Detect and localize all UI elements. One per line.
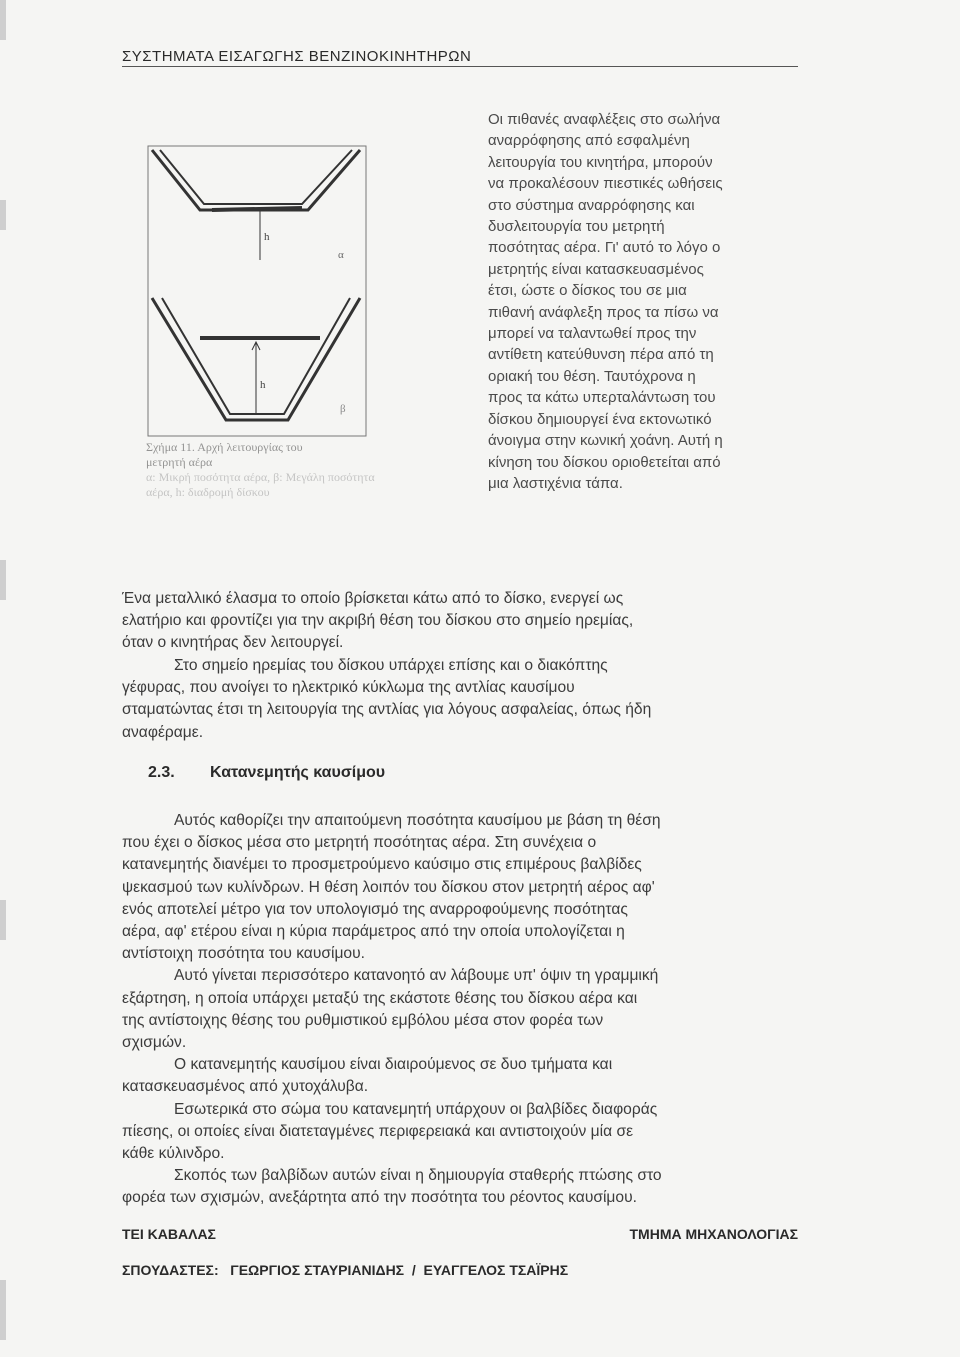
body-line: πίεσης, οι οποίες είναι διατεταγμένες περιφερειακά και αντιστοιχούν μία σε <box>122 1122 634 1140</box>
body-line: κατασκευασμένος από χυτοχάλυβα. <box>122 1078 369 1096</box>
scan-edge-mark <box>0 200 6 230</box>
side-text-line: πιθανή ανάφλεξη προς τα πίσω να <box>488 303 719 321</box>
caption-blurred-text: α: Μικρή ποσότητα αέρα, β: Μεγάλη ποσότητα αέρα, h: διαδρομή δίσκου <box>146 470 375 499</box>
side-text-line: αναρρόφησης από εσφαλμένη <box>488 132 690 150</box>
scan-edge-mark <box>0 0 6 40</box>
disc-top <box>212 208 302 210</box>
body-line: Αυτό γίνεται περισσότερο κατανοητό αν λάβουμε υπ' όψιν τη γραμμική <box>174 967 659 985</box>
body-line: ελατήριο και φροντίζει για την ακριβή θέση του δίσκου στο σημείο ηρεμίας, <box>122 612 634 630</box>
footer-department: ΤΜΗΜΑ ΜΗΧΑΝΟΛΟΓΙΑΣ <box>629 1226 798 1242</box>
side-text-line: να προκαλέσουν πιεστικές ωθήσεις <box>488 175 723 193</box>
body-line: αέρα, αφ' ετέρου είναι η κύρια παράμετρος από την οποία υπολογίζεται η <box>122 923 625 941</box>
scan-edge-mark <box>0 1280 6 1340</box>
section-heading <box>148 764 385 782</box>
body-line: κατανεμητής διανέμει το προσμετρούμενο καύσιμο στις επιμέρους βαλβίδες <box>122 856 642 874</box>
side-paragraph <box>488 109 808 494</box>
body-line: Αυτός καθορίζει την απαιτούμενη ποσότητα καυσίμου με βάση τη θέση <box>174 812 661 829</box>
side-text-line: δυσλειτουργία του μετρητή <box>488 218 665 236</box>
side-text-line: προς τα κάτω υπερταλάντωση του <box>488 389 716 407</box>
body-line: σχισμών. <box>122 1034 187 1052</box>
header-rule <box>122 66 798 67</box>
body-line: Ένα μεταλλικό έλασμα το οποίο βρίσκεται κάτω από το δίσκο, ενεργεί ως <box>122 590 624 607</box>
side-text-line: οριακή του θέση. Ταυτόχρονα η <box>488 367 696 385</box>
section-number: 2.3. <box>148 764 175 781</box>
label-beta: β <box>340 403 346 415</box>
page-header-title: ΣΥΣΤΗΜΑΤΑ ΕΙΣΑΓΩΓΗΣ ΒΕΝΖΙΝΟΚΙΝΗΤΗΡΩΝ <box>122 48 472 65</box>
side-text-line: έτσι, ώστε ο δίσκος του σε μια <box>488 282 687 300</box>
body-line: σταματώντας έτσι τη λειτουργία της αντλίας για λόγους ασφαλείας, όπως ήδη <box>122 701 652 719</box>
side-text-line: μετρητής είναι κατασκευασμένος <box>488 260 704 278</box>
body-line: της αντίστοιχης θέσης του ρυθμιστικού εμβόλου μέσα στον φορέα των <box>122 1011 604 1029</box>
body-line: γέφυρας, που ανοίγει το ηλεκτρικό κύκλωμα της αντλίας καυσίμου <box>122 679 575 697</box>
side-text-line: άνοιγμα στην κωνική χοάνη. Αυτή η <box>488 432 723 450</box>
footer-students: ΣΠΟΥΔΑΣΤΕΣ: ΓΕΩΡΓΙΟΣ ΣΤΑΥΡΙΑΝΙΔΗΣ / ΕΥΑΓΓΕΛΟΣ ΤΣΑΪΡΗΣ <box>122 1262 569 1278</box>
label-alpha: α <box>338 249 344 261</box>
caption-line-1: Σχήμα 11. Αρχή λειτουργίας του <box>146 440 303 454</box>
scan-edge-mark <box>0 900 6 940</box>
side-text-line: ποσότητας αέρα. Γι' αυτό το λόγο ο <box>488 239 721 257</box>
side-text-line: λειτουργία του κινητήρα, μπορούν <box>488 153 713 171</box>
side-text-line: στο σύστημα αναρρόφησης και <box>488 196 695 214</box>
scan-edge-mark <box>0 560 6 600</box>
side-text-line: μπορεί να ταλαντωθεί προς την <box>488 325 697 343</box>
body-line: εξάρτηση, η οποία υπάρχει μεταξύ της εκάστοτε θέσης του δίσκου αέρα και <box>122 989 638 1007</box>
caption-line-2: μετρητή αέρα <box>146 455 213 469</box>
body-section-text <box>122 810 798 1210</box>
body-line: ψεκασμού των κυλίνδρων. Η θέση λοιπόν του δίσκου στον μετρητή αέρος αφ' <box>122 878 655 896</box>
body-line: Εσωτερικά στο σώμα του κατανεμητή υπάρχουν οι βαλβίδες διαφοράς <box>174 1100 658 1118</box>
body-paragraph-1 <box>122 588 798 655</box>
side-text-line: Οι πιθανές αναφλέξεις στο σωλήνα <box>488 111 721 128</box>
body-line: που έχει ο δίσκος μέσα στο μετρητή ποσότητας αέρα. Στη συνέχεια ο <box>122 834 597 852</box>
side-text-line: κίνηση του δίσκου οριοθετείται από <box>488 453 721 471</box>
side-text-line: αντίθετη κατεύθυνση πέρα από τη <box>488 346 714 364</box>
body-line: Στο σημείο ηρεμίας του δίσκου υπάρχει επίσης και ο διακόπτης <box>174 657 608 674</box>
figure-frame <box>148 146 366 436</box>
side-text-line: μια λαστιχένια τάπα. <box>488 474 623 492</box>
footer-institution: ΤΕΙ ΚΑΒΑΛΑΣ <box>122 1226 216 1242</box>
side-text-line: δίσκου δημιουργεί ένα εκτονωτικό <box>488 410 712 428</box>
body-line: φορέα των σχισμών, ανεξάρτητα από την ποσότητα του ρέοντος καυσίμου. <box>122 1189 637 1207</box>
label-h-top: h <box>264 231 270 243</box>
body-line: κάθε κύλινδρο. <box>122 1145 225 1163</box>
body-line: Σκοπός των βαλβίδων αυτών είναι η δημιουργία σταθερής πτώσης στο <box>174 1167 662 1185</box>
label-h-bottom: h <box>260 379 266 391</box>
body-line: ενός αποτελεί μέτρο για τον υπολογισμό της αναρροφούμενης ποσότητας <box>122 900 628 918</box>
body-paragraph-2 <box>122 655 798 744</box>
body-line: αναφέραμε. <box>122 723 204 741</box>
section-title: Κατανεμητής καυσίμου <box>210 764 386 781</box>
body-line: αντίστοιχη ποσότητα του καυσίμου. <box>122 945 365 963</box>
figure-caption <box>146 440 386 500</box>
body-line: όταν ο κινητήρας δεν λειτουργεί. <box>122 634 344 652</box>
body-line: Ο κατανεμητής καυσίμου είναι διαιρούμενος σε δυο τμήματα και <box>174 1056 613 1074</box>
